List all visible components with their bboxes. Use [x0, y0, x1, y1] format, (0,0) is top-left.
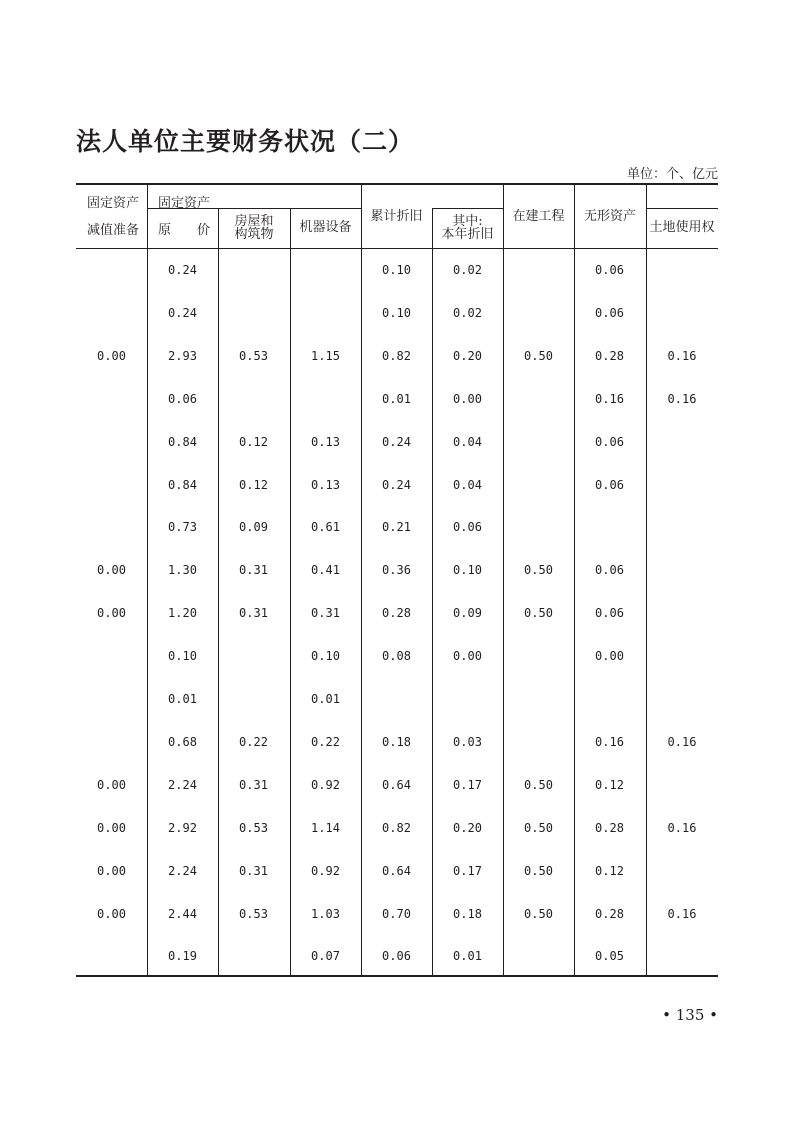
header-construction: 在建工程: [512, 209, 565, 224]
table-cell: 0.10: [453, 563, 482, 578]
table-cell: 0.06: [595, 563, 624, 578]
table-cell: 0.16: [667, 906, 697, 921]
table-cell: 1.20: [168, 606, 197, 621]
table-cell: 0.06: [382, 949, 411, 964]
table-cell: 0.82: [382, 348, 411, 363]
table-cell: 0.10: [382, 305, 411, 320]
table-cell: 0.41: [311, 563, 340, 578]
table-cell: 0.82: [382, 820, 411, 835]
table-cell: 2.93: [168, 348, 197, 363]
table-cell: 0.73: [168, 520, 197, 535]
table-cell: 0.16: [667, 348, 697, 363]
header-accumulated-depreciation: 累计折旧: [370, 209, 423, 224]
table-cell: 0.06: [453, 520, 482, 535]
table-cell: 0.28: [595, 906, 624, 921]
table-cell: 0.68: [168, 734, 197, 749]
table-cell: 0.00: [97, 606, 126, 621]
table-cell: 0.24: [168, 305, 197, 320]
table-cell: 0.22: [239, 734, 268, 749]
table-cell: 0.01: [453, 949, 482, 964]
header-this-year-2: 本年折旧: [441, 227, 494, 242]
table-cell: 0.13: [311, 434, 340, 449]
table-cell: 2.44: [168, 906, 197, 921]
table-cell: 0.20: [453, 348, 482, 363]
table-cell: 0.92: [311, 777, 340, 792]
table-cell: 0.24: [382, 434, 411, 449]
col-divider-8: [646, 183, 647, 976]
header-machinery: 机器设备: [299, 220, 352, 235]
table-cell: 0.00: [97, 906, 126, 921]
table-cell: 0.10: [168, 649, 197, 664]
table-cell: 0.06: [595, 606, 624, 621]
col-divider-5: [432, 208, 433, 976]
table-cell: 0.16: [595, 391, 624, 406]
table-cell: 0.10: [311, 649, 340, 664]
header-original-2a: 原: [158, 223, 172, 238]
table-cell: 0.50: [524, 863, 553, 878]
table-cell: 1.30: [168, 563, 197, 578]
table-cell: 0.04: [453, 434, 482, 449]
table-cell: 0.53: [239, 348, 268, 363]
table-cell: 0.53: [239, 906, 268, 921]
table-cell: 0.06: [595, 263, 624, 277]
table-cell: 0.50: [524, 906, 553, 921]
table-cell: 0.01: [382, 391, 411, 406]
subheader-rule-depreciation: [432, 208, 503, 209]
table-cell: 0.31: [311, 606, 340, 621]
header-buildings-2: 构筑物: [234, 227, 274, 242]
header-original-1: 固定资产: [158, 196, 211, 211]
table-cell: 0.31: [239, 563, 268, 578]
table-cell: 1.15: [311, 348, 340, 363]
table-cell: 0.00: [97, 863, 126, 878]
header-bottom-rule: [76, 248, 718, 249]
table-cell: 0.06: [168, 391, 197, 406]
table-cell: 0.06: [595, 305, 624, 320]
table-cell: 0.84: [168, 434, 197, 449]
page-number: • 135 •: [662, 1006, 718, 1024]
header-intangible: 无形资产: [583, 209, 636, 224]
table-cell: 0.50: [524, 777, 553, 792]
table-cell: 1.14: [311, 820, 340, 835]
table-cell: 0.24: [168, 263, 197, 277]
table-cell: 0.12: [239, 434, 268, 449]
table-cell: 0.03: [453, 734, 482, 749]
unit-label: 单位：个、亿元: [626, 167, 718, 182]
table-cell: 0.20: [453, 820, 482, 835]
table-cell: 0.13: [311, 477, 340, 492]
table-cell: 0.16: [595, 734, 624, 749]
table-cell: 0.16: [667, 734, 697, 749]
table-cell: 0.05: [595, 949, 624, 964]
page-title: 法人单位主要财务状况（二）: [76, 127, 415, 156]
header-original-2b: 价: [197, 223, 211, 238]
table-cell: 0.09: [239, 520, 268, 535]
table-cell: 0.19: [168, 949, 197, 964]
col-divider-6: [503, 183, 504, 976]
header-this-year-1: 其中:: [452, 214, 483, 229]
table-cell: 0.61: [311, 520, 340, 535]
col-divider-2: [218, 208, 219, 976]
table-cell: 0.12: [239, 477, 268, 492]
col-divider-4: [361, 183, 362, 976]
table-cell: 0.18: [382, 734, 411, 749]
col-divider-7: [574, 183, 575, 976]
table-cell: 0.53: [239, 820, 268, 835]
table-cell: 0.64: [382, 863, 411, 878]
header-impairment-1: 固定资产: [87, 196, 140, 211]
table-cell: 0.84: [168, 477, 197, 492]
header-impairment-2: 减值准备: [87, 223, 140, 238]
table-cell: 0.01: [311, 692, 340, 706]
subheader-rule-land: [646, 208, 718, 209]
table-cell: 0.31: [239, 777, 268, 792]
table-cell: 0.00: [97, 777, 126, 792]
table-cell: 0.28: [595, 820, 624, 835]
table-cell: 0.04: [453, 477, 482, 492]
table-cell: 0.08: [382, 649, 411, 664]
table-top-rule: [76, 183, 718, 185]
table-cell: 0.18: [453, 906, 482, 921]
table-cell: 0.17: [453, 863, 482, 878]
table-cell: 0.09: [453, 606, 482, 621]
table-cell: 0.00: [97, 563, 126, 578]
table-cell: 0.06: [595, 434, 624, 449]
table-cell: 0.00: [453, 391, 482, 406]
table-cell: 0.31: [239, 606, 268, 621]
table-cell: 0.07: [311, 949, 340, 964]
table-cell: 0.10: [382, 263, 411, 277]
table-cell: 2.24: [168, 777, 197, 792]
col-divider-3: [290, 208, 291, 976]
table-cell: 0.21: [382, 520, 411, 535]
table-cell: 0.00: [97, 820, 126, 835]
table-cell: 2.24: [168, 863, 197, 878]
table-cell: 0.00: [595, 649, 624, 664]
table-cell: 0.50: [524, 563, 553, 578]
col-divider-1: [147, 183, 148, 976]
table-cell: 0.50: [524, 820, 553, 835]
table-cell: 0.01: [168, 692, 197, 706]
table-cell: 2.92: [168, 820, 197, 835]
table-cell: 0.12: [595, 863, 624, 878]
table-bottom-rule: [76, 975, 718, 977]
financial-table: [76, 183, 718, 977]
table-cell: 0.16: [667, 820, 697, 835]
table-cell: 0.36: [382, 563, 411, 578]
table-cell: 0.12: [595, 777, 624, 792]
table-cell: 0.00: [97, 348, 126, 363]
header-land-use: 土地使用权: [649, 220, 715, 235]
table-cell: 0.28: [595, 348, 624, 363]
table-cell: 0.17: [453, 777, 482, 792]
table-cell: 0.06: [595, 477, 624, 492]
header-buildings-1: 房屋和: [234, 214, 274, 229]
table-cell: 0.64: [382, 777, 411, 792]
table-cell: 0.50: [524, 348, 553, 363]
table-cell: 0.31: [239, 863, 268, 878]
table-cell: 0.28: [382, 606, 411, 621]
table-cell: 0.70: [382, 906, 411, 921]
table-cell: 0.22: [311, 734, 340, 749]
table-cell: 0.50: [524, 606, 553, 621]
table-cell: 1.03: [311, 906, 340, 921]
table-cell: 0.00: [453, 649, 482, 664]
table-cell: 0.02: [453, 305, 482, 320]
table-cell: 0.16: [667, 391, 697, 406]
table-cell: 0.02: [453, 263, 482, 277]
table-cell: 0.92: [311, 863, 340, 878]
table-cell: 0.24: [382, 477, 411, 492]
